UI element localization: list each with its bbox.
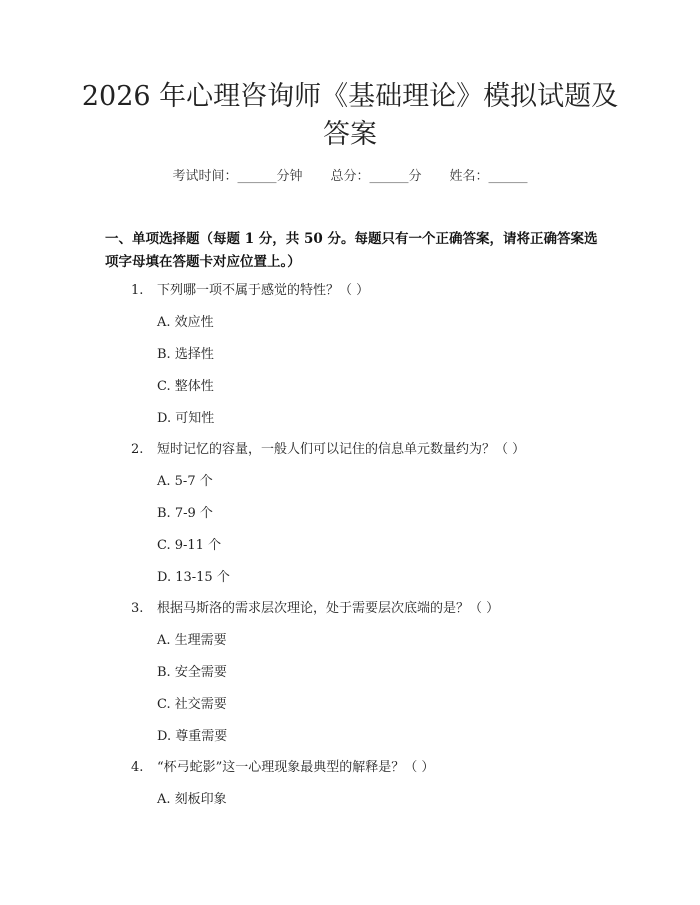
- question-3-option-b: B. 安全需要: [157, 665, 227, 680]
- question-4-option-a: A. 刻板印象: [157, 792, 227, 807]
- question-text: 下列哪一项不属于感觉的特性？（ ）: [157, 283, 370, 298]
- question-2-option-b: B. 7-9 个: [157, 506, 213, 521]
- question-3-option-a: A. 生理需要: [157, 633, 227, 648]
- exam-time-field: 考试时间：______分钟: [172, 169, 303, 184]
- question-2-option-a: A. 5-7 个: [157, 474, 213, 489]
- question-3-option-d: D. 尊重需要: [157, 729, 228, 744]
- question-text: 根据马斯洛的需求层次理论，处于需要层次底端的是？（ ）: [157, 601, 500, 616]
- question-text: 短时记忆的容量，一般人们可以记住的信息单元数量约为？（ ）: [157, 442, 526, 457]
- exam-meta-line: [0, 168, 700, 186]
- question-number: 2.: [131, 442, 144, 457]
- document-title-line-1: 2026 年心理咨询师《基础理论》模拟试题及: [81, 81, 619, 112]
- question-2-option-d: D. 13-15 个: [157, 570, 230, 585]
- section-heading: 一、单项选择题（每题 1 分，共 50 分。每题只有一个正确答案，请将正确答案选项字母填在答题卡对应位置上。）: [105, 231, 598, 270]
- document-title-line-2: 答案: [323, 119, 377, 150]
- question-number: 3.: [131, 601, 144, 616]
- question-2-option-c: C. 9-11 个: [157, 538, 222, 553]
- question-1-option-d: D. 可知性: [157, 411, 215, 426]
- question-number: 1.: [131, 283, 144, 298]
- document-title: [0, 78, 700, 154]
- question-1-option-b: B. 选择性: [157, 347, 214, 362]
- question-3-option-c: C. 社交需要: [157, 697, 227, 712]
- total-score-field: 总分：______分: [330, 169, 422, 184]
- question-text: “杯弓蛇影”这一心理现象最典型的解释是？（ ）: [157, 760, 435, 775]
- question-1-option-c: C. 整体性: [157, 379, 214, 394]
- question-number: 4.: [131, 760, 144, 775]
- question-1-option-a: A. 效应性: [157, 315, 214, 330]
- student-name-field: 姓名：______: [449, 169, 528, 184]
